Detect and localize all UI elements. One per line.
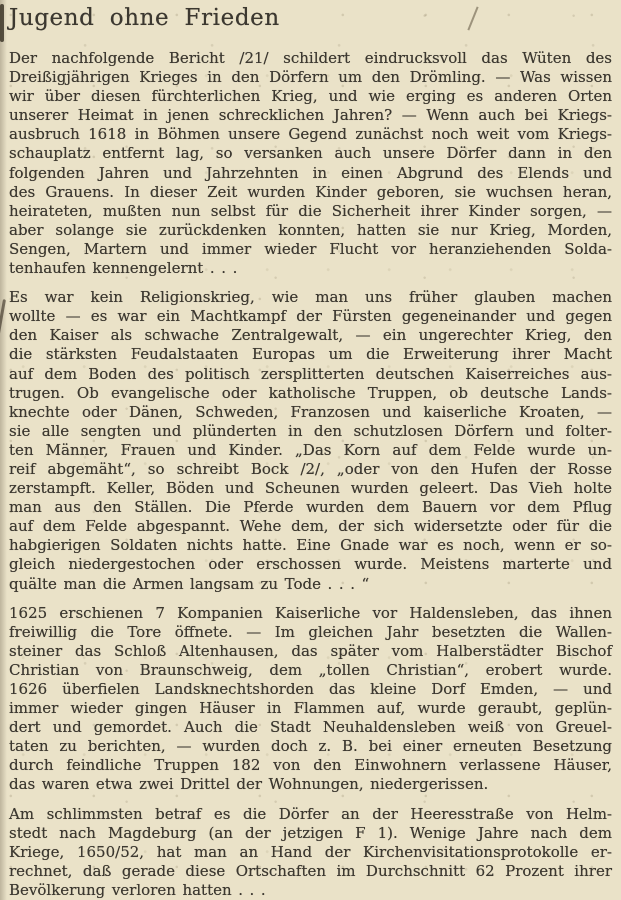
text-line: unserer Heimat in jenen schrecklichen Jahren? — Wenn auch bei Kriegs- — [9, 106, 612, 125]
text-line: stedt nach Magdeburg (an der jetzigen F 1). Wenige Jahre nach dem — [9, 823, 612, 842]
text-line: heirateten, mußten nun selbst für die Sicherheit ihrer Kinder sorgen, — — [9, 201, 612, 220]
text-line: folgenden Jahren und Jahrzehnten in einen Abgrund des Elends und — [9, 163, 612, 182]
paragraph — [9, 604, 612, 795]
paragraph — [9, 288, 612, 594]
text-line: aber solange sie zurückdenken konnten, hatten sie nur Krieg, Morden, — [9, 220, 612, 239]
text-line: tenhaufen kennengelernt . . . — [9, 259, 238, 278]
text-line: Der nachfolgende Bericht /21/ schildert eindrucksvoll das Wüten des — [9, 49, 612, 67]
text-line: Christian von Braunschweig, dem „tollen Christian“, erobert wurde. — [9, 660, 612, 679]
paragraph — [9, 805, 612, 900]
text-line: immer wieder gingen Häuser in Flammen auf, wurde geraubt, geplün- — [9, 699, 612, 718]
text-line: schauplatz entfernt lag, so versanken auch unsere Dörfer dann in den — [9, 144, 612, 163]
text-line: Bevölkerung verloren hatten . . . — [9, 880, 266, 899]
text-line: auf dem Boden des politisch zersplitterten deutschen Kaiserreiches aus- — [9, 364, 612, 383]
text-line: quälte man die Armen langsam zu Tode . . . “ — [9, 574, 370, 593]
text-line: 1625 erschienen 7 Kompanien Kaiserliche vor Haldensleben, das ihnen — [9, 603, 612, 622]
text-line: des Grauens. In dieser Zeit wurden Kinder geboren, sie wuchsen heran, — [9, 182, 612, 201]
paragraph — [9, 49, 612, 278]
text-line: den Kaiser als schwache Zentralgewalt, — ein ungerechter Krieg, den — [9, 326, 612, 345]
text-line: das waren etwa zwei Drittel der Wohnungen, niedergerissen. — [9, 775, 489, 794]
text-line: zerstampft. Keller, Böden und Scheunen wurden geleert. Das Vieh holte — [9, 479, 612, 498]
text-line: wir über diesen fürchterlichen Krieg, und wie erging es anderen Orten — [9, 87, 612, 106]
text-line: wollte — es war ein Machtkampf der Fürsten gegeneinander und gegen — [9, 307, 612, 326]
document-body — [9, 49, 612, 900]
text-line: steiner das Schloß Altenhausen, das später vom Halberstädter Bischof — [9, 641, 612, 660]
text-line: man aus den Ställen. Die Pferde wurden dem Bauern vor dem Pflug — [9, 498, 612, 517]
text-line: Sengen, Martern und immer wieder Flucht vor heranziehenden Solda- — [9, 239, 612, 258]
text-line: die stärksten Feudalstaaten Europas um die Erweiterung ihrer Macht — [9, 345, 612, 364]
text-line: rechnet, daß gerade diese Ortschaften im Durchschnitt 62 Prozent ihrer — [9, 861, 612, 880]
text-line: ten Männer, Frauen und Kinder. „Das Korn auf dem Felde wurde un- — [9, 440, 612, 459]
text-line: gleich niedergestochen oder erschossen wurde. Meistens marterte und — [9, 555, 612, 574]
text-line: auf dem Felde abgespannt. Wehe dem, der sich widersetzte oder für die — [9, 517, 612, 536]
text-line: Dreißigjährigen Krieges in den Dörfern um den Drömling. — Was wissen — [9, 68, 612, 87]
text-line: Es war kein Religionskrieg, wie man uns früher glauben machen — [9, 288, 612, 307]
text-line: habgierigen Soldaten nichts hatte. Eine Gnade war es noch, wenn er so- — [9, 536, 612, 555]
text-line: reif abgemäht“, so schreibt Bock /2/, „oder von den Hufen der Rosse — [9, 459, 612, 478]
text-line: trugen. Ob evangelische oder katholische Truppen, ob deutsche Lands- — [9, 383, 612, 402]
text-line: taten zu berichten, — wurden doch z. B. bei einer erneuten Besetzung — [9, 737, 612, 756]
text-line: durch feindliche Truppen 182 von den Einwohnern verlassene Häuser, — [9, 756, 612, 775]
text-line: 1626 überfielen Landsknechtshorden das kleine Dorf Emden, — und — [9, 680, 612, 698]
text-line: freiwillig die Tore öffnete. — Im gleichen Jahr besetzten die Wallen- — [9, 622, 612, 641]
text-line: sie alle sengten und plünderten in den schutzlosen Dörfern und folter- — [9, 421, 612, 440]
text-line: ausbruch 1618 in Böhmen unsere Gegend zunächst noch weit vom Kriegs- — [9, 125, 612, 144]
page-title: Jugend ohne Frieden — [9, 5, 280, 31]
text-line: knechte oder Dänen, Schweden, Franzosen und kaiserliche Kroaten, — — [9, 402, 612, 421]
text-line: Kriege, 1650/52, hat man an Hand der Kirchenvisitationsprotokolle er- — [9, 842, 612, 861]
text-line: dert und gemordet. Auch die Stadt Neuhaldensleben weiß von Greuel- — [9, 718, 612, 737]
text-line: Am schlimmsten betraf es die Dörfer an der Heeresstraße von Helm- — [9, 804, 612, 823]
